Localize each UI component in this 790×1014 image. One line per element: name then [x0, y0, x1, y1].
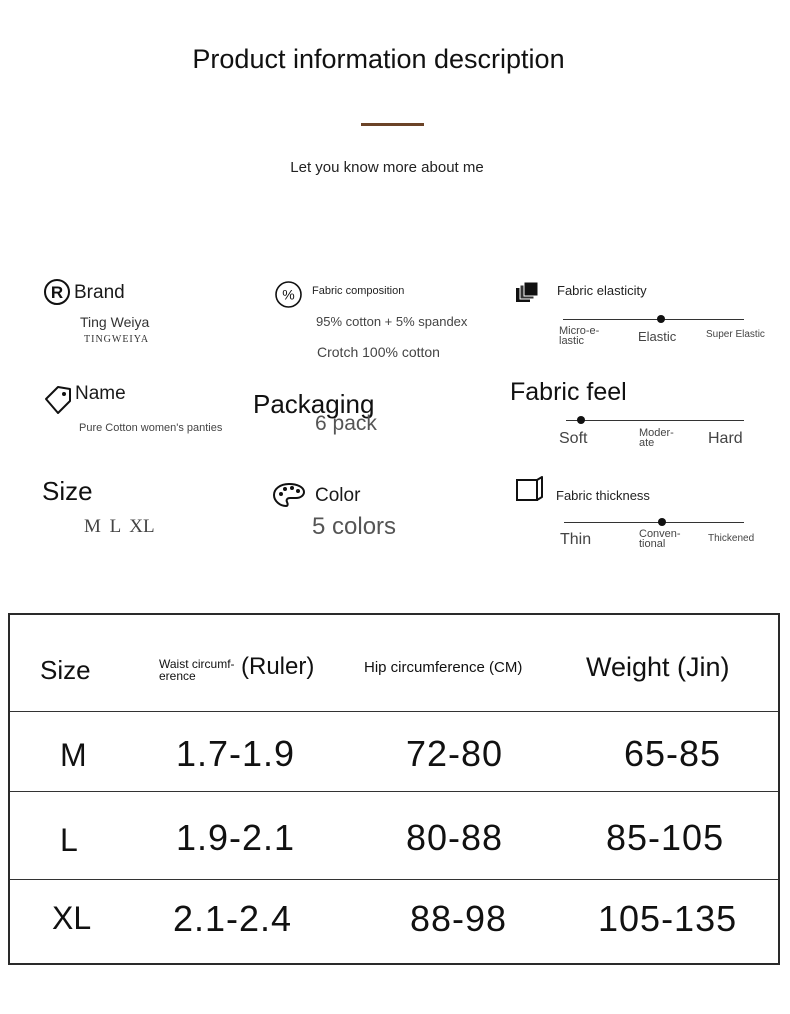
table-cell-weight: 85-105: [606, 817, 725, 858]
table-cell-size: XL: [52, 900, 92, 936]
percent-icon: [274, 280, 303, 309]
fabric-composition-line2: Crotch 100% cotton: [317, 344, 440, 360]
title-divider: [361, 123, 424, 126]
table-cell-waist: 1.9-2.1: [176, 817, 296, 858]
fabric-stack-icon: [515, 281, 539, 303]
fabric-thickness-label: Fabric thickness: [556, 488, 650, 503]
page-subtitle: Let you know more about me: [290, 159, 484, 176]
elasticity-scale-line: [563, 319, 744, 320]
thickness-scale-line: [564, 522, 744, 523]
table-divider: [10, 879, 778, 880]
brand-label: Brand: [74, 282, 125, 303]
brand-value: Ting Weiya: [80, 314, 150, 330]
page-title: Product information description: [192, 44, 565, 74]
table-cell-size: M: [60, 737, 87, 773]
table-header-hip: Hip circumference (CM): [364, 659, 523, 676]
table-divider: [10, 791, 778, 792]
table-cell-waist: 2.1-2.4: [173, 898, 293, 939]
table-cell-size: L: [60, 822, 78, 858]
feel-tick-hard: Hard: [708, 430, 743, 447]
table-cell-hip: 80-88: [406, 817, 504, 858]
table-header-weight: Weight (Jin): [586, 652, 730, 682]
name-value: Pure Cotton women's panties: [79, 422, 223, 434]
color-value: 5 colors: [312, 513, 397, 540]
table-cell-weight: 105-135: [598, 898, 738, 939]
fabric-elasticity-label: Fabric elasticity: [557, 283, 647, 298]
packaging-label: Packaging: [253, 389, 375, 419]
feel-tick-moderate: Moder- ate: [639, 427, 674, 449]
thickness-tick-conventional: Conven- tional: [639, 528, 681, 550]
table-cell-waist: 1.7-1.9: [176, 733, 296, 774]
svg-text:R: R: [50, 283, 64, 302]
registered-trademark-icon: [43, 278, 71, 306]
elasticity-tick-elastic: Elastic: [638, 329, 677, 344]
table-cell-hip: 72-80: [406, 733, 504, 774]
table-header-waist: Waist circumf- erence: [159, 657, 235, 683]
book-icon: [515, 476, 545, 502]
feel-level-marker: [577, 416, 585, 424]
thickness-tick-thin: Thin: [560, 531, 592, 548]
svg-text:%: %: [282, 286, 295, 303]
elasticity-tick-micro: Micro-e- lastic: [559, 325, 600, 347]
fabric-composition-line1: 95% cotton + 5% spandex: [316, 314, 468, 329]
table-cell-hip: 88-98: [410, 898, 508, 939]
table-cell-weight: 65-85: [624, 733, 722, 774]
brand-logo-text: TINGWEIYA: [84, 334, 150, 345]
fabric-feel-label: Fabric feel: [510, 378, 627, 406]
thickness-tick-thickened: Thickened: [708, 533, 755, 544]
name-label: Name: [75, 383, 126, 404]
feel-tick-soft: Soft: [559, 430, 588, 447]
price-tag-icon: [42, 385, 72, 417]
table-divider: [10, 711, 778, 712]
table-header-size: Size: [40, 655, 91, 685]
elasticity-tick-super: Super Elastic: [706, 329, 765, 340]
palette-icon: [272, 482, 306, 508]
fabric-composition-label: Fabric composition: [312, 285, 405, 297]
size-chart-table: [8, 613, 780, 965]
table-header-waist-unit: (Ruler): [241, 653, 315, 680]
size-value: M L XL: [84, 516, 155, 537]
size-label: Size: [42, 476, 93, 506]
thickness-level-marker: [658, 518, 666, 526]
color-label: Color: [315, 485, 361, 506]
elasticity-level-marker: [657, 315, 665, 323]
packaging-value: 6 pack: [315, 412, 377, 435]
feel-scale-line: [566, 420, 744, 421]
